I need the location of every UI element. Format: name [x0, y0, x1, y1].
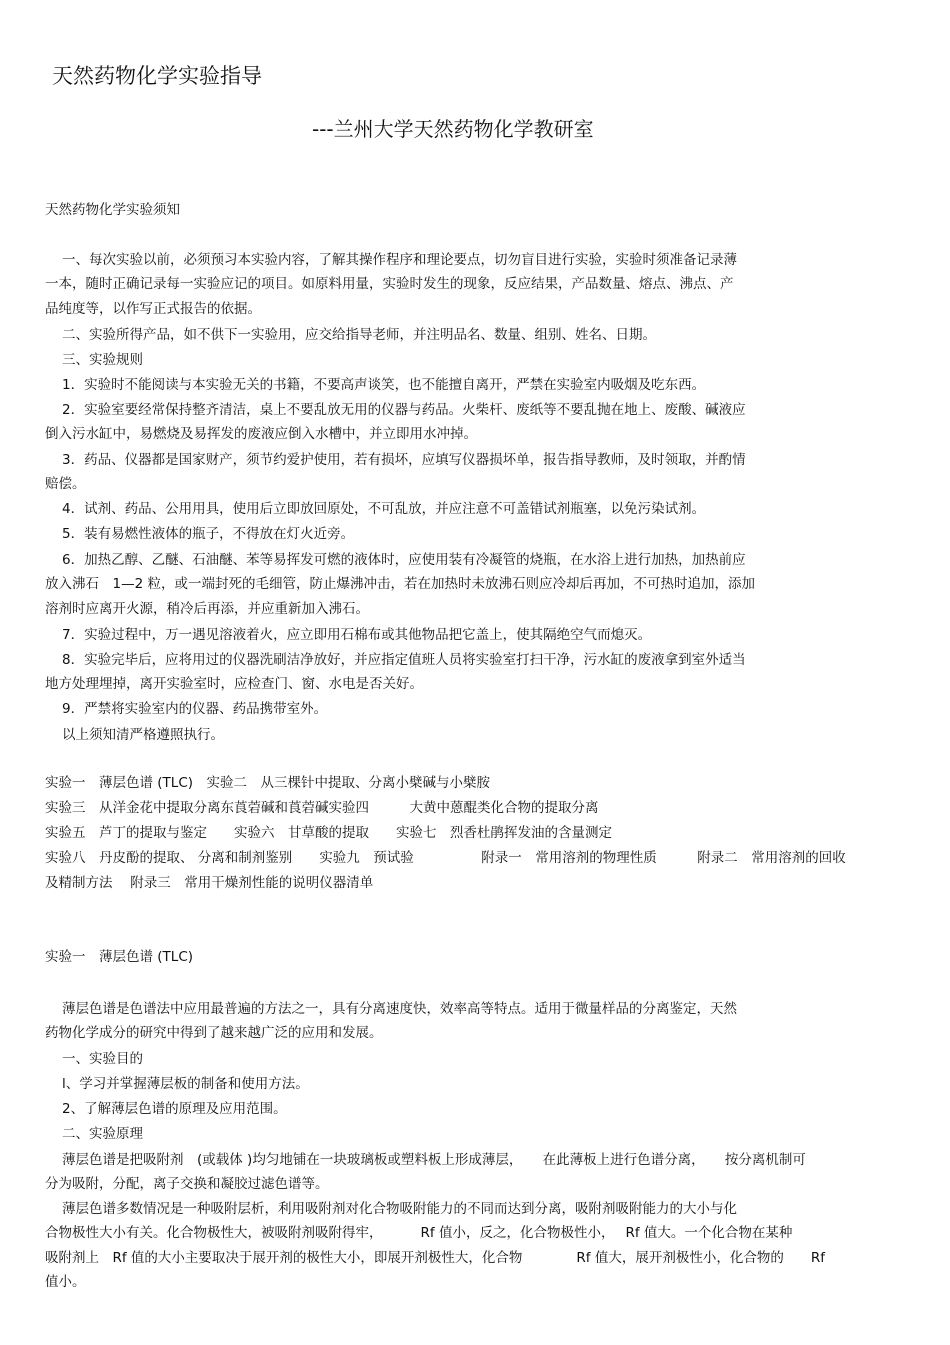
contents-line: 实验八 丹皮酚的提取、 分离和制剂鉴别 实验九 预试验 附录一 常用溶剂的物理性质 附录二 常用溶剂的回收 [45, 850, 846, 866]
experiment-heading: 实验一 薄层色谱 (TLC) [45, 949, 194, 965]
body-line: 合物极性大小有关。化合物极性大，被吸附剂吸附得牢， Rf 值小，反之，化合物极性小， Rf 值大。一个化合物在某种 [45, 1225, 793, 1241]
contents-line: 实验一 薄层色谱 (TLC) 实验二 从三棵针中提取、分离小檗碱与小檗胺 [45, 775, 491, 791]
rule-line: 溶剂时应离开火源，稍冷后再添，并应重新加入沸石。 [45, 601, 369, 617]
section-heading: 一、实验目的 [62, 1051, 143, 1067]
rule-line: 1．实验时不能阅读与本实验无关的书籍，不要高声谈笑，也不能擅自离开，严禁在实验室内吸烟及吃东西。 [62, 377, 706, 393]
rule-line: 地方处理埋掉，离开实验室时，应检查门、窗、水电是否关好。 [45, 676, 423, 692]
body-line: 分为吸附，分配，离子交换和凝胶过滤色谱等。 [45, 1176, 329, 1192]
rule-line: 8．实验完毕后，应将用过的仪器洗刷洁净放好，并应指定值班人员将实验室打扫干净，污水缸的废液拿到室外适当 [62, 652, 746, 668]
rule-line: 放入沸石 1—2 粒，或一端封死的毛细管，防止爆沸冲击，若在加热时未放沸石则应冷却后再加，不可热时追加，添加 [45, 576, 755, 592]
section-heading: 二、实验原理 [62, 1126, 143, 1142]
contents-line: 实验三 从洋金花中提取分离东莨菪碱和莨菪碱实验四 大黄中蒽醌类化合物的提取分离 [45, 800, 599, 816]
body-line: 薄层色谱是色谱法中应用最普遍的方法之一，具有分离速度快，效率高等特点。适用于微量样品的分离鉴定，天然 [62, 1001, 737, 1017]
contents-line: 及精制方法 附录三 常用干燥剂性能的说明仪器清单 [45, 875, 374, 891]
goal-line: l、学习并掌握薄层板的制备和使用方法。 [62, 1076, 309, 1092]
body-line: 吸附剂上 Rf 值的大小主要取决于展开剂的极性大小，即展开剂极性大，化合物 Rf 值大，展开剂极性小，化合物的 Rf [45, 1250, 825, 1266]
rule-line: 6．加热乙醇、乙醚、石油醚、苯等易挥发可燃的液体时，应使用装有冷凝管的烧瓶，在水浴上进行加热，加热前应 [62, 552, 746, 568]
rule-line: 7．实验过程中，万一遇见溶液着火，应立即用石棉布或其他物品把它盖上，使其隔绝空气而熄灭。 [62, 627, 652, 643]
contents-line: 实验五 芦丁的提取与鉴定 实验六 甘草酸的提取 实验七 烈香杜鹃挥发油的含量测定 [45, 825, 612, 841]
notice-line: 以上须知清严格遵照执行。 [62, 727, 224, 743]
rule-line: 5．装有易燃性液体的瓶子，不得放在灯火近旁。 [62, 526, 355, 542]
goal-line: 2、了解薄层色谱的原理及应用范围。 [62, 1101, 287, 1117]
rule-line: 赔偿。 [45, 476, 86, 492]
rule-line: 2．实验室要经常保持整齐清洁，桌上不要乱放无用的仪器与药品。火柴杆、废纸等不要乱抛在地上、废酸、碱液应 [62, 402, 746, 418]
body-line: 药物化学成分的研究中得到了越来越广泛的应用和发展。 [45, 1025, 383, 1041]
rule-line: 倒入污水缸中，易燃烧及易挥发的废液应倒入水槽中，并立即用水冲掉。 [45, 426, 477, 442]
notice-line: 品纯度等，以作写正式报告的依据。 [45, 301, 261, 317]
body-line: 薄层色谱是把吸附剂 (或载体 )均匀地铺在一块玻璃板或塑料板上形成薄层， 在此薄板上进行色谱分离， 按分离机制可 [62, 1152, 806, 1168]
body-line: 薄层色谱多数情况是一种吸附层析，利用吸附剂对化合物吸附能力的不同而达到分离，吸附剂吸附能力的大小与化 [62, 1201, 737, 1217]
notice-line: 一、每次实验以前，必须预习本实验内容，了解其操作程序和理论要点，切勿盲目进行实验，实验时须准备记录薄 [62, 252, 737, 268]
notice-line: 二、实验所得产品，如不供下一实验用，应交给指导老师，并注明品名、数量、组别、姓名、日期。 [62, 327, 656, 343]
notice-line: 一本，随时正确记录每一实验应记的项目。如原料用量，实验时发生的现象，反应结果，产品数量、熔点、沸点、产 [45, 276, 734, 292]
page-subtitle: ---兰州大学天然药物化学教研室 [312, 117, 594, 141]
rule-line: 4．试剂、药品、公用用具，使用后立即放回原处，不可乱放，并应注意不可盖错试剂瓶塞，以免污染试剂。 [62, 501, 706, 517]
rule-line: 9．严禁将实验室内的仪器、药品携带室外。 [62, 701, 328, 717]
notice-line: 三、实验规则 [62, 352, 143, 368]
rule-line: 3．药品、仪器都是国家财产，须节约爱护使用，若有损坏，应填写仪器损坏单，报告指导教师，及时领取，并酌情 [62, 452, 746, 468]
body-line: 值小。 [45, 1274, 86, 1290]
page-title: 天然药物化学实验指导 [52, 64, 262, 88]
notice-heading: 天然药物化学实验须知 [45, 202, 180, 218]
